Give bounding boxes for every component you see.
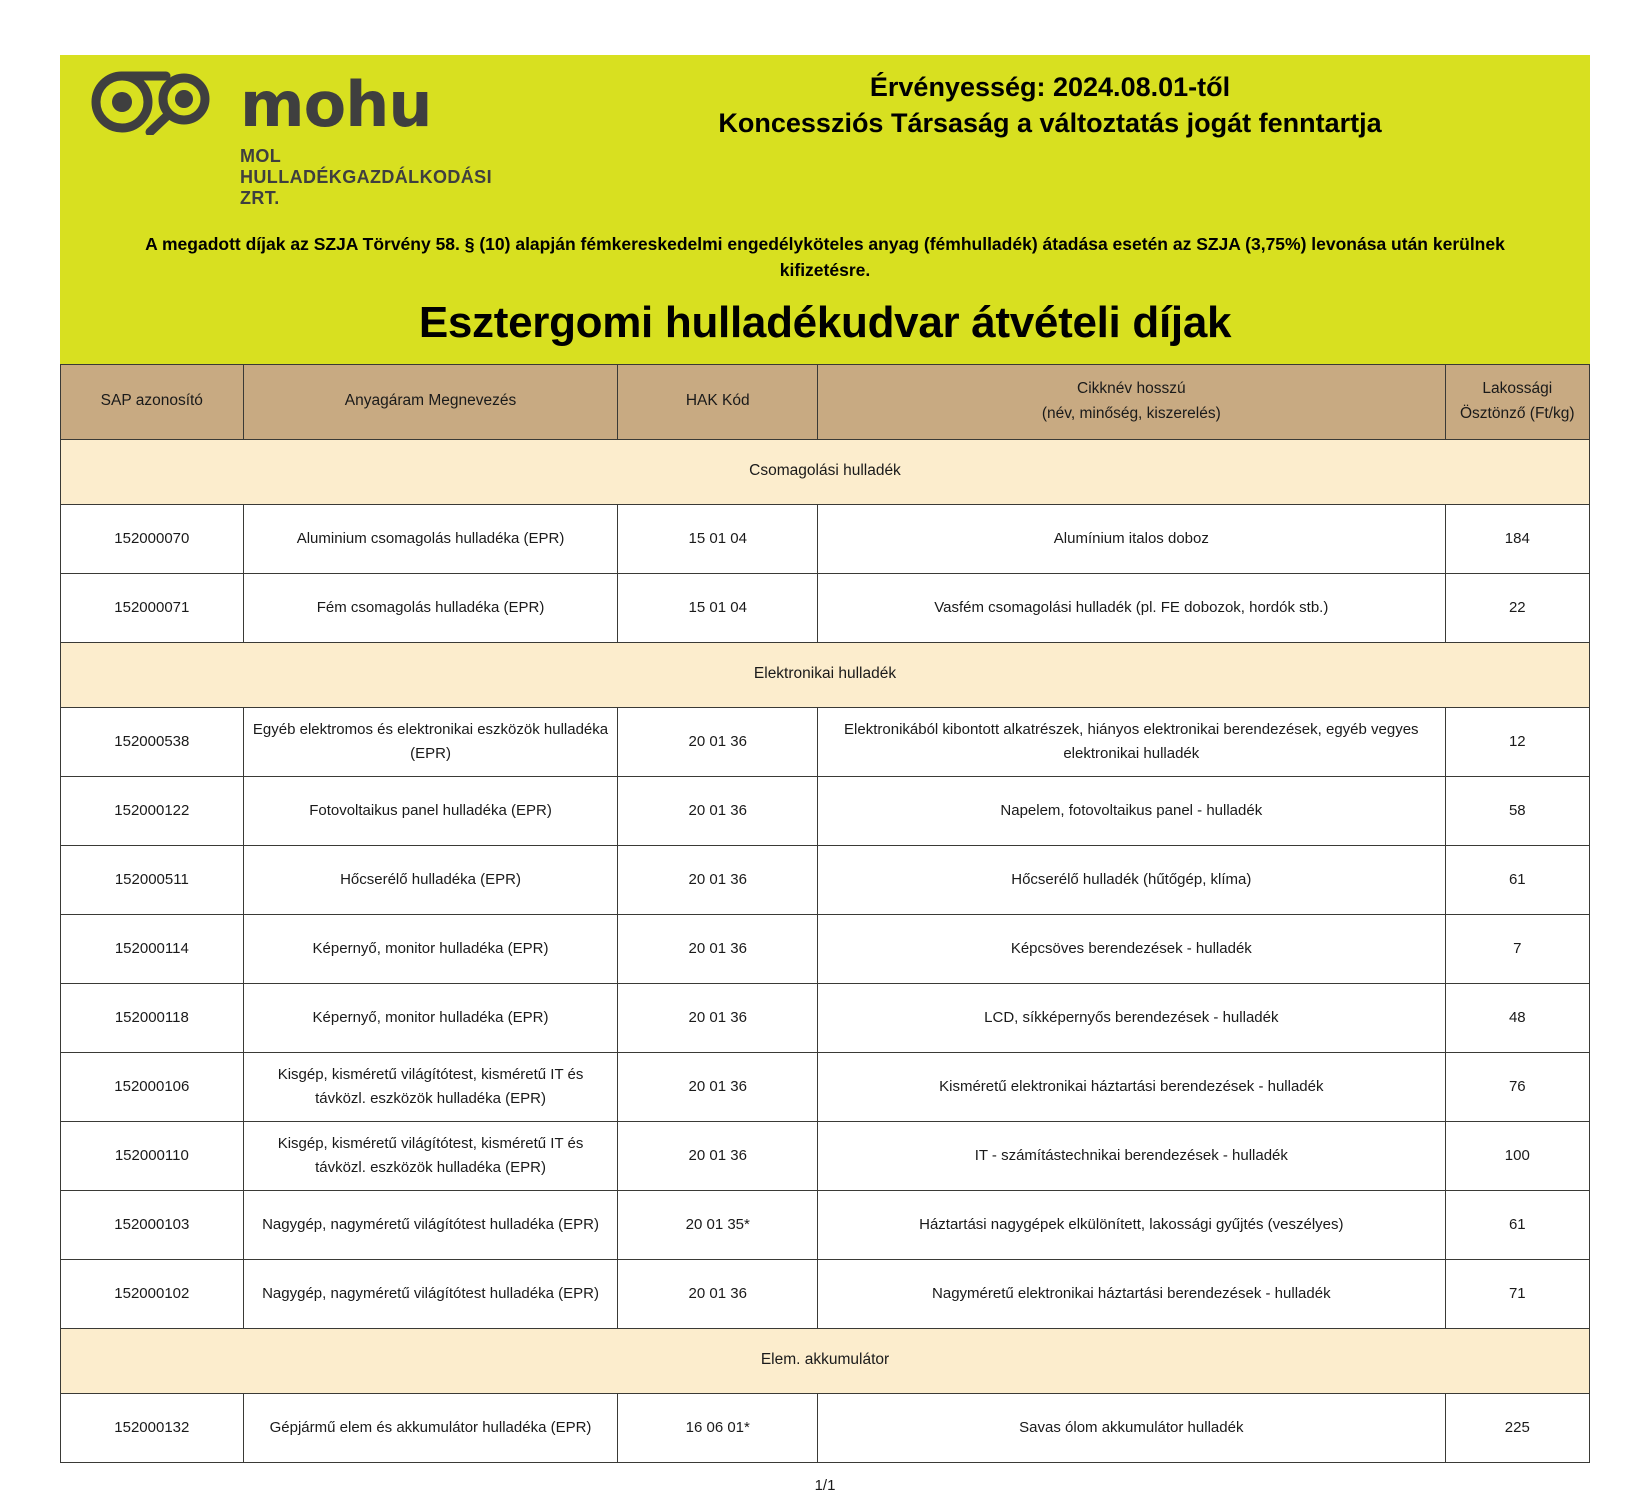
column-header-price bbox=[1445, 364, 1589, 439]
cell-long-name: Kisméretű elektronikai háztartási berendezések - hulladék bbox=[818, 1052, 1446, 1121]
table-row bbox=[61, 504, 1590, 573]
fees-table-body bbox=[61, 439, 1590, 1462]
cell-hak-code: 20 01 35* bbox=[618, 1190, 818, 1259]
cell-sap-id: 152000106 bbox=[61, 1052, 244, 1121]
cell-hak-code: 20 01 36 bbox=[618, 983, 818, 1052]
table-row bbox=[61, 776, 1590, 845]
cell-price: 48 bbox=[1445, 983, 1589, 1052]
cell-price: 58 bbox=[1445, 776, 1589, 845]
cell-long-name: Képcsöves berendezések - hulladék bbox=[818, 914, 1446, 983]
cell-price: 225 bbox=[1445, 1393, 1589, 1462]
section-row bbox=[61, 1328, 1590, 1393]
table-row bbox=[61, 845, 1590, 914]
cell-material-name: Hőcserélő hulladéka (EPR) bbox=[243, 845, 618, 914]
table-row bbox=[61, 914, 1590, 983]
cell-hak-code: 15 01 04 bbox=[618, 504, 818, 573]
table-row bbox=[61, 573, 1590, 642]
cell-price: 100 bbox=[1445, 1121, 1589, 1190]
column-header-long-name bbox=[818, 364, 1446, 439]
cell-price: 22 bbox=[1445, 573, 1589, 642]
cell-long-name: LCD, síkképernyős berendezések - hulladék bbox=[818, 983, 1446, 1052]
column-header-material-name: Anyagáram Megnevezés bbox=[243, 364, 618, 439]
cell-price: 71 bbox=[1445, 1259, 1589, 1328]
table-row bbox=[61, 1121, 1590, 1190]
cell-material-name: Kisgép, kisméretű világítótest, kisméretű IT és távközl. eszközök hulladéka (EPR) bbox=[243, 1052, 618, 1121]
cell-price: 7 bbox=[1445, 914, 1589, 983]
cell-material-name: Egyéb elektromos és elektronikai eszközök hulladéka (EPR) bbox=[243, 707, 618, 776]
brand-tagline: MOL HULLADÉKGAZDÁLKODÁSI ZRT. bbox=[240, 146, 492, 208]
cell-sap-id: 152000103 bbox=[61, 1190, 244, 1259]
table-row bbox=[61, 983, 1590, 1052]
cell-hak-code: 20 01 36 bbox=[618, 845, 818, 914]
cell-sap-id: 152000511 bbox=[61, 845, 244, 914]
table-row bbox=[61, 1190, 1590, 1259]
cell-long-name: Nagyméretű elektronikai háztartási berendezések - hulladék bbox=[818, 1259, 1446, 1328]
page-number-footer: 1/1 bbox=[814, 1476, 836, 1494]
cell-price: 184 bbox=[1445, 504, 1589, 573]
column-header-price-line2: Ösztönző (Ft/kg) bbox=[1460, 404, 1575, 422]
cell-material-name: Gépjármű elem és akkumulátor hulladéka (EPR) bbox=[243, 1393, 618, 1462]
fees-table bbox=[60, 364, 1590, 1463]
cell-long-name: Vasfém csomagolási hulladék (pl. FE dobozok, hordók stb.) bbox=[818, 573, 1446, 642]
column-header-long-name-line1: Cikknév hosszú bbox=[1077, 380, 1186, 398]
cell-hak-code: 20 01 36 bbox=[618, 1121, 818, 1190]
cell-long-name: Alumínium italos doboz bbox=[818, 504, 1446, 573]
cell-sap-id: 152000102 bbox=[61, 1259, 244, 1328]
cell-hak-code: 20 01 36 bbox=[618, 776, 818, 845]
section-title: Elektronikai hulladék bbox=[61, 642, 1590, 707]
table-header-row bbox=[61, 364, 1590, 439]
cell-sap-id: 152000070 bbox=[61, 504, 244, 573]
section-row bbox=[61, 439, 1590, 504]
cell-hak-code: 20 01 36 bbox=[618, 1259, 818, 1328]
cell-hak-code: 15 01 04 bbox=[618, 573, 818, 642]
cell-sap-id: 152000122 bbox=[61, 776, 244, 845]
header-banner bbox=[60, 55, 1590, 364]
cell-sap-id: 152000538 bbox=[61, 707, 244, 776]
szja-note: A megadott díjak az SZJA Törvény 58. § (10) alapján fémkereskedelmi engedélyköteles anyag (fémhulladék) átadása esetén az SZJA (3,75%) levonása után kerülnek kifizetésre. bbox=[145, 234, 1505, 281]
table-row bbox=[61, 1259, 1590, 1328]
table-row bbox=[61, 1052, 1590, 1121]
cell-long-name: Savas ólom akkumulátor hulladék bbox=[818, 1393, 1446, 1462]
cell-long-name: IT - számítástechnikai berendezések - hulladék bbox=[818, 1121, 1446, 1190]
brand-logo-block bbox=[60, 69, 530, 209]
cell-material-name: Képernyő, monitor hulladéka (EPR) bbox=[243, 914, 618, 983]
banner-top-row bbox=[60, 55, 1590, 209]
table-row bbox=[61, 1393, 1590, 1462]
cell-sap-id: 152000118 bbox=[61, 983, 244, 1052]
page-title: Esztergomi hulladékudvar átvételi díjak bbox=[418, 297, 1232, 347]
cell-price: 12 bbox=[1445, 707, 1589, 776]
table-row bbox=[61, 707, 1590, 776]
cell-material-name: Nagygép, nagyméretű világítótest hulladéka (EPR) bbox=[243, 1190, 618, 1259]
cell-long-name: Elektronikából kibontott alkatrészek, hiányos elektronikai berendezések, egyéb vegyes elektronikai hulladék bbox=[818, 707, 1446, 776]
brand-wordmark: mohu bbox=[240, 67, 432, 141]
header-text-block bbox=[530, 69, 1590, 142]
cell-material-name: Fém csomagolás hulladéka (EPR) bbox=[243, 573, 618, 642]
cell-hak-code: 20 01 36 bbox=[618, 1052, 818, 1121]
mohu-infinity-logo-icon bbox=[88, 69, 224, 140]
cell-hak-code: 20 01 36 bbox=[618, 707, 818, 776]
section-title: Csomagolási hulladék bbox=[61, 439, 1590, 504]
cell-long-name: Háztartási nagygépek elkülönített, lakossági gyűjtés (veszélyes) bbox=[818, 1190, 1446, 1259]
validity-line: Érvényesség: 2024.08.01-től bbox=[869, 72, 1231, 102]
cell-sap-id: 152000071 bbox=[61, 573, 244, 642]
cell-sap-id: 152000110 bbox=[61, 1121, 244, 1190]
section-title: Elem. akkumulátor bbox=[61, 1328, 1590, 1393]
cell-material-name: Fotovoltaikus panel hulladéka (EPR) bbox=[243, 776, 618, 845]
cell-material-name: Nagygép, nagyméretű világítótest hulladéka (EPR) bbox=[243, 1259, 618, 1328]
column-header-long-name-line2: (név, minőség, kiszerelés) bbox=[1041, 404, 1221, 422]
cell-long-name: Hőcserélő hulladék (hűtőgép, klíma) bbox=[818, 845, 1446, 914]
column-header-price-line1: Lakossági bbox=[1482, 380, 1553, 398]
cell-long-name: Napelem, fotovoltaikus panel - hulladék bbox=[818, 776, 1446, 845]
column-header-hak-code: HAK Kód bbox=[618, 364, 818, 439]
cell-price: 61 bbox=[1445, 845, 1589, 914]
cell-sap-id: 152000132 bbox=[61, 1393, 244, 1462]
column-header-sap: SAP azonosító bbox=[61, 364, 244, 439]
cell-material-name: Aluminium csomagolás hulladéka (EPR) bbox=[243, 504, 618, 573]
section-row bbox=[61, 642, 1590, 707]
cell-sap-id: 152000114 bbox=[61, 914, 244, 983]
cell-hak-code: 16 06 01* bbox=[618, 1393, 818, 1462]
cell-price: 61 bbox=[1445, 1190, 1589, 1259]
reservation-line: Koncessziós Társaság a változtatás jogát fenntartja bbox=[718, 108, 1382, 139]
cell-material-name: Képernyő, monitor hulladéka (EPR) bbox=[243, 983, 618, 1052]
cell-hak-code: 20 01 36 bbox=[618, 914, 818, 983]
cell-price: 76 bbox=[1445, 1052, 1589, 1121]
cell-material-name: Kisgép, kisméretű világítótest, kisméretű IT és távközl. eszközök hulladéka (EPR) bbox=[243, 1121, 618, 1190]
